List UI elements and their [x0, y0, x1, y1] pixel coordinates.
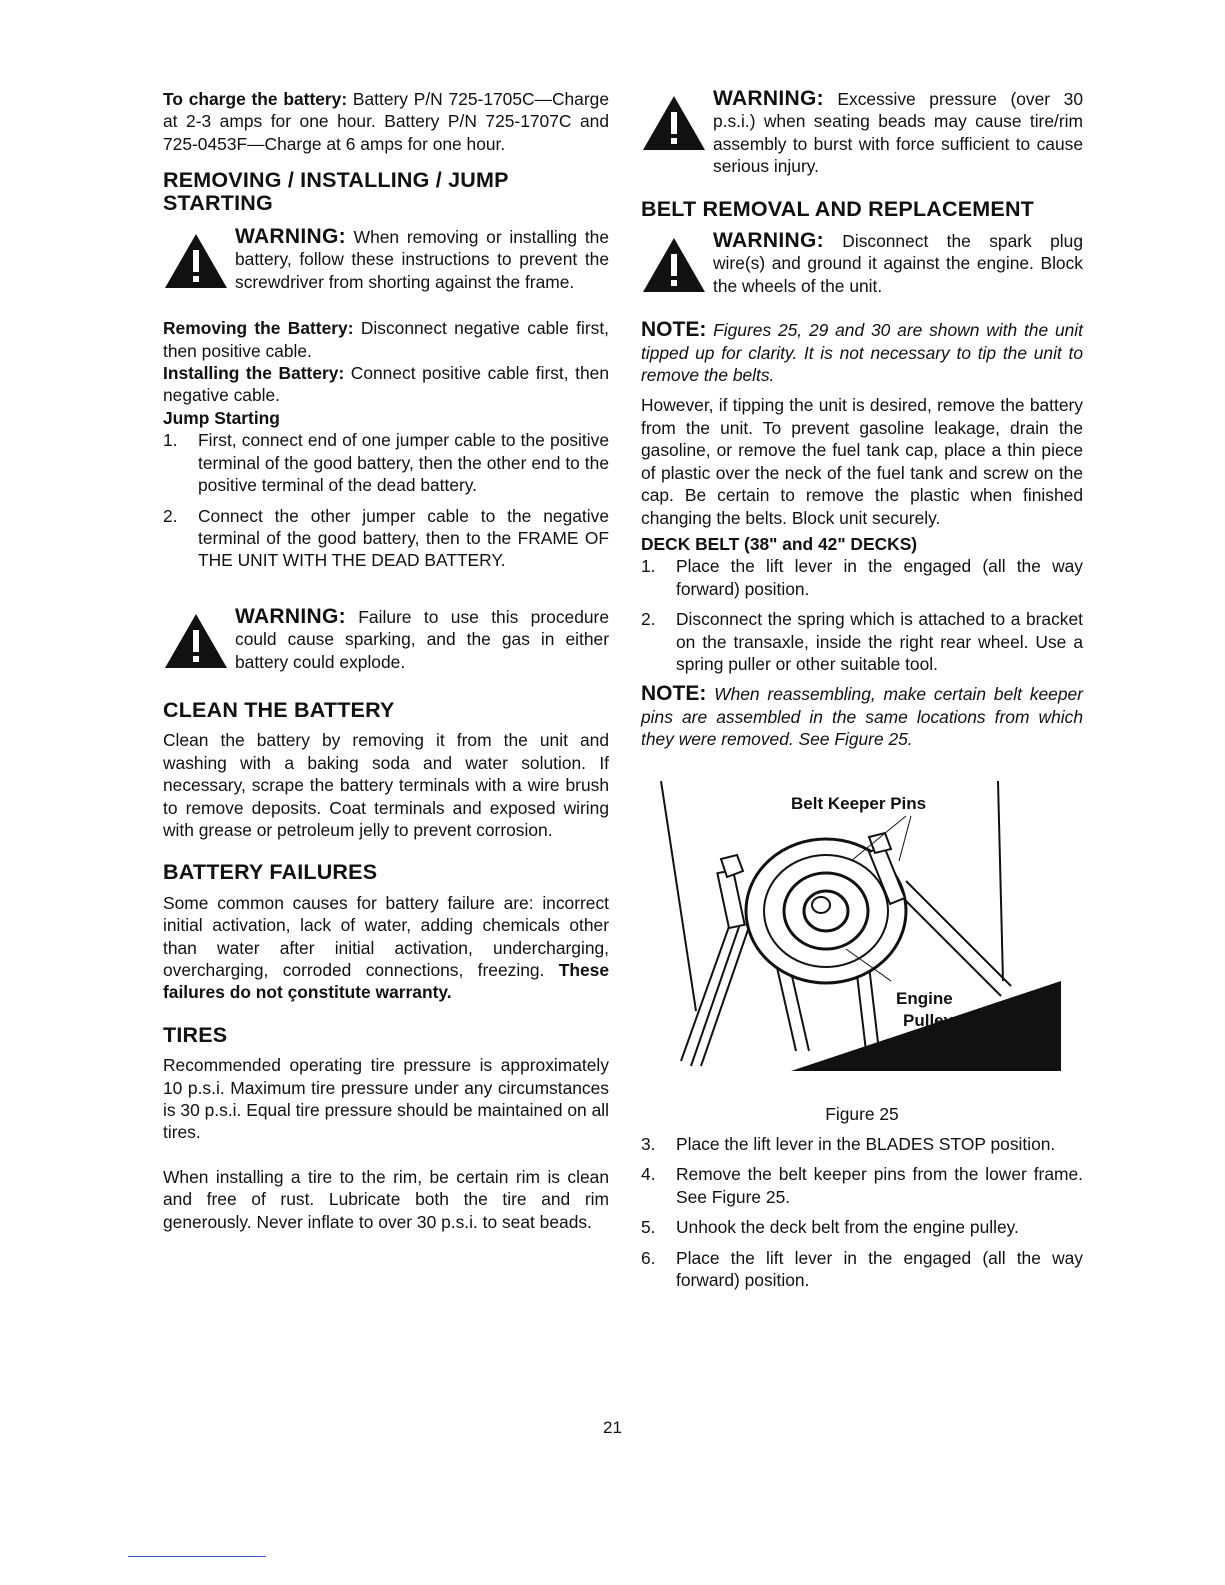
- footer-rule: [128, 1556, 266, 1557]
- note-1: [641, 319, 1083, 386]
- warning-body: When removing or installing the battery, follow these instructions to prevent the screwdriver from shorting against the frame.: [235, 227, 609, 292]
- figure-caption: Figure 25: [825, 1103, 899, 1124]
- deck-heading: DECK BELT (38" and 42" DECKS): [641, 533, 918, 554]
- note-text: Figures 25, 29 and 30 are shown with the unit tipped up for clarity. It is not necessary to tip the unit to remove the belts.: [641, 320, 1083, 386]
- note-text: When reassembling, make certain belt keeper pins are assembled in the same locations from which they were removed. See Figure 25.: [641, 684, 1083, 750]
- right-column: [641, 88, 1083, 1291]
- warning-text-1: [235, 226, 609, 293]
- warning-body: Failure to use this procedure could cause sparking, and the gas in either battery could explode.: [235, 606, 609, 672]
- step-number: 6.: [641, 1247, 656, 1268]
- charge-head: To charge the battery:: [163, 89, 348, 109]
- warning-body: Disconnect the spark plug wire(s) and ground it against the engine. Block the wheels of the unit.: [713, 231, 1083, 296]
- step-text: Connect the other jumper cable to the negative terminal of the good battery, then to the FRAME OF THE UNIT WITH THE DEAD BATTERY.: [198, 505, 609, 571]
- however-paragraph: However, if tipping the unit is desired, remove the battery from the unit. To prevent gasoline leakage, drain the gasoline, or remove the fuel tank cap, place a thin piece of plastic over the neck of the fuel tank and screw on the cap. Be certain to remove the plastic when finished changing the belts. Block unit securely.: [641, 395, 1083, 528]
- list-item: [641, 555, 1083, 600]
- list-item: [163, 505, 609, 572]
- list-item: [641, 1133, 1083, 1155]
- deck-steps-b: [641, 1133, 1083, 1291]
- installing-text: Connect positive cable first, then negative cable.: [163, 363, 609, 406]
- warning-box-3: [641, 88, 1083, 178]
- belt-pulley-illustration: [641, 781, 1083, 1081]
- warning-body: Excessive pressure (over 30 p.s.i.) when seating beads may cause tire/rim assembly to burst with force sufficient to cause serious injury.: [713, 89, 1083, 177]
- clean-heading: CLEAN THE BATTERY: [163, 697, 395, 722]
- step-number: 3.: [641, 1133, 656, 1154]
- note-2: [641, 683, 1083, 750]
- warning-text-2: [235, 606, 609, 673]
- warning-label: WARNING:: [713, 229, 824, 253]
- warning-label: WARNING:: [235, 604, 346, 628]
- step-text: Disconnect the spring which is attached to a bracket on the transaxle, inside the right rear wheel. Use a spring puller or other suitable tool.: [676, 609, 1083, 674]
- step-text: Remove the belt keeper pins from the lower frame. See Figure 25.: [676, 1164, 1083, 1207]
- list-item: [641, 1163, 1083, 1208]
- clean-paragraph: Clean the battery by removing it from the unit and washing with a baking soda and water solution. If necessary, scrape the battery terminals with a wire brush to remove deposits. Coat terminals and exposed wiring with grease or petroleum jelly to prevent corrosion.: [163, 730, 609, 840]
- warning-triangle-icon: [641, 88, 713, 152]
- removing-heading: REMOVING / INSTALLING / JUMP STARTING: [163, 168, 509, 215]
- warning-triangle-icon: [163, 606, 235, 670]
- installing-head: Installing the Battery:: [163, 363, 345, 384]
- warning-triangle-icon: [163, 226, 235, 290]
- warning-box-4: [641, 230, 1083, 297]
- installing-paragraph: [163, 362, 609, 407]
- failures-heading: BATTERY FAILURES: [163, 860, 378, 885]
- step-text: Place the lift lever in the engaged (all the way forward) position.: [676, 1247, 1083, 1290]
- warning-box-2: [163, 606, 609, 673]
- step-text: First, connect end of one jumper cable to the positive terminal of the good battery, then the other end to the positive terminal of the dead battery.: [198, 430, 609, 496]
- tires-heading: TIRES: [163, 1022, 228, 1047]
- list-item: [163, 429, 609, 496]
- figure-25: [641, 781, 1083, 1081]
- step-number: 4.: [641, 1164, 656, 1185]
- removing-text: Disconnect negative cable first, then positive cable.: [163, 318, 609, 361]
- page-number: 21: [603, 1418, 622, 1437]
- belt-heading: BELT REMOVAL AND REPLACEMENT: [641, 196, 1034, 221]
- removing-head: Removing the Battery:: [163, 318, 354, 339]
- tires-paragraph-2: When installing a tire to the rim, be certain rim is clean and free of rust. Lubricate both the tire and rim generously. Never inflate to over 30 p.s.i. to seat beads.: [163, 1166, 609, 1232]
- step-number: 5.: [641, 1217, 656, 1238]
- step-text: Place the lift lever in the engaged (all the way forward) position.: [676, 556, 1083, 599]
- list-item: [641, 1247, 1083, 1292]
- deck-steps-a: [641, 555, 1083, 675]
- step-text: Place the lift lever in the BLADES STOP position.: [676, 1133, 1056, 1154]
- step-text: Unhook the deck belt from the engine pulley.: [676, 1217, 1019, 1238]
- label-engine: Engine: [896, 988, 953, 1008]
- label-belt-keeper-pins: Belt Keeper Pins: [791, 793, 927, 813]
- failures-paragraph: [163, 892, 609, 1004]
- warning-triangle-icon: [641, 230, 713, 294]
- list-item: [641, 608, 1083, 675]
- tires-paragraph-1: Recommended operating tire pressure is approximately 10 p.s.i. Maximum tire pressure under any circumstances is 30 p.s.i. Equal tire pressure should be maintained on all tires.: [163, 1055, 609, 1143]
- charge-paragraph: [163, 88, 609, 155]
- warning-box-1: [163, 226, 609, 293]
- step-number: 2.: [641, 609, 656, 630]
- warning-label: WARNING:: [235, 225, 346, 249]
- step-number: 1.: [641, 556, 656, 577]
- note-label: NOTE:: [641, 318, 707, 342]
- list-item: [641, 1216, 1083, 1238]
- warning-text-3: [713, 88, 1083, 178]
- failures-text: Some common causes for battery failure are: incorrect initial activation, lack of water, adding chemicals other than water after initial activation, undercharging, overcharging, corroded connections, freezing.: [163, 892, 609, 980]
- jump-heading: Jump Starting: [163, 407, 280, 428]
- failures-bold: These failures do not çonstitute warranty.: [163, 960, 609, 1003]
- charge-text: Battery P/N 725-1705C—Charge at 2-3 amps for one hour. Battery P/N 725-1707C and 725-0453F—Charge at 6 amps for one hour.: [163, 89, 609, 154]
- label-pulley: Pulley: [903, 1010, 954, 1030]
- warning-text-4: [713, 230, 1083, 297]
- step-number: 2.: [163, 505, 178, 526]
- left-column: [163, 88, 609, 1233]
- warning-label: WARNING:: [713, 87, 824, 110]
- note-label: NOTE:: [641, 682, 707, 706]
- step-number: 1.: [163, 430, 178, 451]
- removing-paragraph: [163, 317, 609, 362]
- jump-steps: [163, 429, 609, 571]
